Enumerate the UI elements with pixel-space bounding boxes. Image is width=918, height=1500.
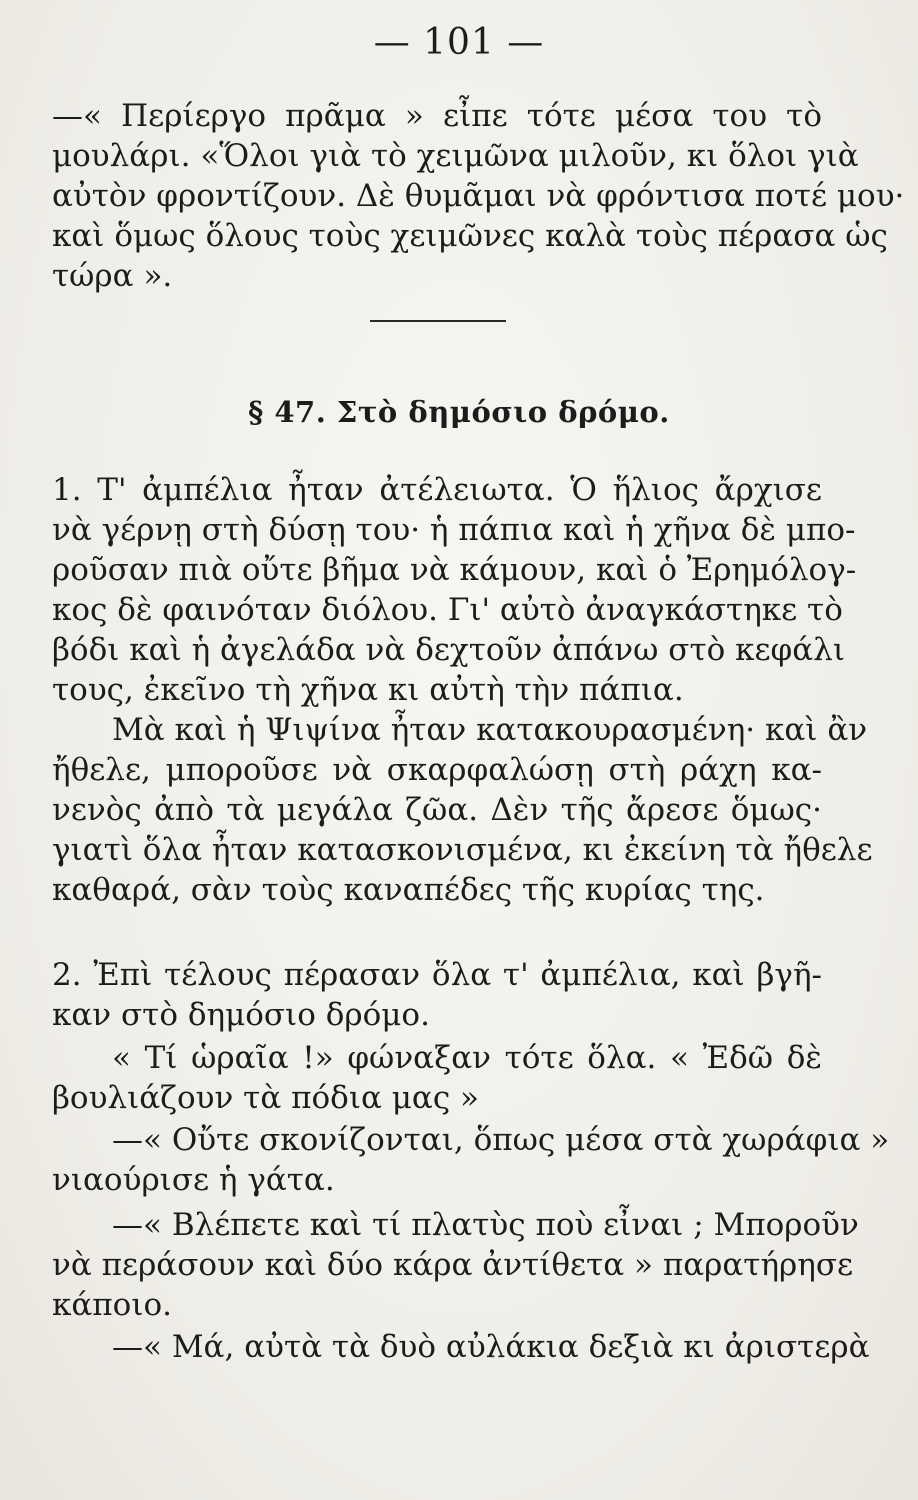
- text-line: —« Οὔτε σκονίζονται, ὅπως μέσα στὰ χωράφια »: [112, 1122, 890, 1158]
- text-line: βόδι καὶ ἡ ἀγελάδα νὰ δεχτοῦν ἀπάνω στὸ κεφάλι: [52, 632, 845, 668]
- text-line: νενὸς ἀπὸ τὰ μεγάλα ζῶα. Δὲν τῆς ἄρεσε ὅμως·: [52, 792, 822, 828]
- text-line: καθαρά, σὰν τοὺς καναπέδες τῆς κυρίας της.: [52, 872, 765, 908]
- part2-paragraph-4: [52, 1205, 859, 1325]
- text-line: κάποιο.: [52, 1287, 173, 1323]
- text-line: γιατὶ ὅλα ἦταν κατασκονισμένα, κι ἐκείνη τὰ ἤθελε: [52, 832, 873, 868]
- page-number: — 101 —: [373, 22, 545, 63]
- part2-paragraph-3: [52, 1120, 890, 1200]
- text-line: νὰ περάσουν καὶ δύο κάρα ἀντίθετα » παρατήρησε: [52, 1247, 854, 1283]
- text-line: νιαούρισε ἡ γάτα.: [52, 1162, 335, 1198]
- text-line: —« Περίεργο πρᾶμα » εἶπε τότε μέσα του τὸ: [52, 98, 822, 134]
- text-line: 2. Ἐπὶ τέλους πέρασαν ὅλα τ' ἀμπέλια, καὶ βγῆ-: [52, 957, 822, 993]
- text-line: —« Βλέπετε καὶ τί πλατὺς ποὺ εἶναι ; Μποροῦν: [112, 1207, 859, 1243]
- text-line: τώρα ».: [52, 258, 173, 294]
- text-line: νὰ γέρνῃ στὴ δύσῃ του· ἡ πάπια καὶ ἡ χῆνα δὲ μπο-: [52, 512, 856, 548]
- text-line: καν στὸ δημόσιο δρόμο.: [52, 997, 430, 1033]
- part1-paragraph-1: [52, 470, 857, 710]
- text-line: « Τί ὡραῖα !» φώναξαν τότε ὅλα. « Ἐδῶ δὲ: [112, 1040, 822, 1076]
- text-line: Μὰ καὶ ἡ Ψιψίνα ἦταν κατακουρασμένη· καὶ ἂν: [112, 712, 868, 748]
- text-line: κος δὲ φαινόταν διόλου. Γι' αὐτὸ ἀναγκάστηκε τὸ: [52, 592, 843, 628]
- text-line: αὐτὸν φροντίζουν. Δὲ θυμᾶμαι νὰ φρόντισα ποτέ μου·: [52, 178, 905, 214]
- text-line: καὶ ὅμως ὅλους τοὺς χειμῶνες καλὰ τοὺς πέρασα ὡς: [52, 218, 888, 254]
- text-line: 1. Τ' ἀμπέλια ἦταν ἀτέλειωτα. Ὁ ἥλιος ἄρχισε: [52, 472, 822, 508]
- text-line: ἤθελε, μποροῦσε νὰ σκαρφαλώσῃ στὴ ράχη κα-: [52, 752, 822, 788]
- part1-paragraph-2: [52, 710, 873, 910]
- section-divider: [370, 320, 506, 322]
- part2-paragraph-2: [52, 1038, 822, 1118]
- text-line: ροῦσαν πιὰ οὔτε βῆμα νὰ κάμουν, καὶ ὁ Ἐρημόλογ-: [52, 552, 857, 588]
- part2-paragraph-1: [52, 955, 822, 1035]
- text-line: βουλιάζουν τὰ πόδια μας »: [52, 1080, 480, 1116]
- top-paragraph: [52, 96, 905, 296]
- text-line: μουλάρι. «Ὅλοι γιὰ τὸ χειμῶνα μιλοῦν, κι ὅλοι γιὰ: [52, 138, 859, 174]
- text-line: τους, ἐκεῖνο τὴ χῆνα κι αὐτὴ τὴν πάπια.: [52, 672, 684, 708]
- part2-paragraph-5: [52, 1327, 870, 1367]
- section-heading: § 47. Στὸ δημόσιο δρόμο.: [248, 395, 670, 429]
- text-line: —« Μά, αὐτὰ τὰ δυὸ αὐλάκια δεξιὰ κι ἀριστερὰ: [112, 1329, 870, 1365]
